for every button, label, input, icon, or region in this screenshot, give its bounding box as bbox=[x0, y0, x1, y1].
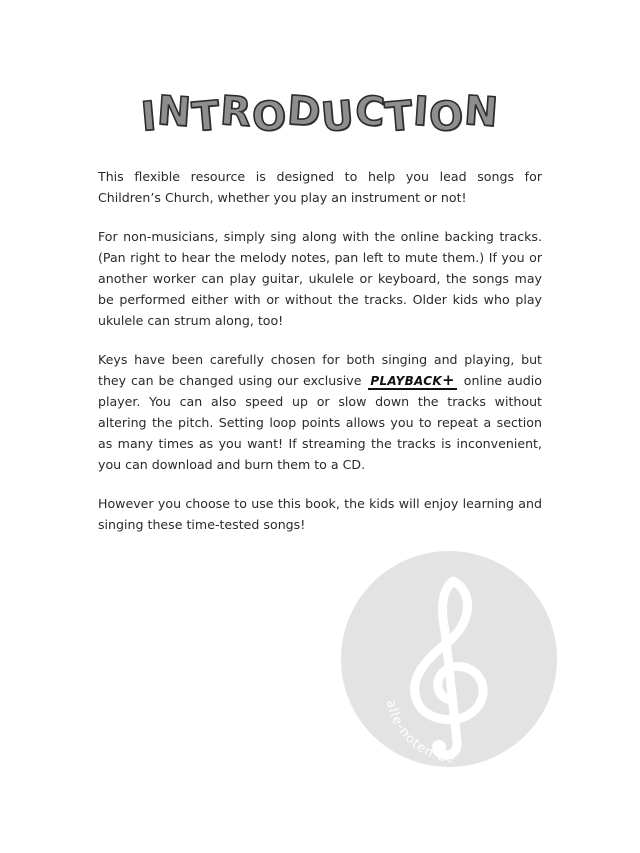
title-letter: U bbox=[319, 92, 357, 142]
paragraph-3-after: online audio player. You can also speed up or slow down the tracks without altering the pitch. Setting loop points allows you to repeat a section as many times as you want! If streaming the tracks is inconvenient, you can download and burn them to a CD. bbox=[98, 373, 542, 472]
title-letter: C bbox=[353, 88, 387, 137]
paragraph-2: For non-musicians, simply sing along with the online backing tracks. (Pan right to hear the melody notes, pan left to mute them.) If you or another worker can play guitar, ukulele or keyboard, the songs may be performed either with or without the tracks. Older kids who play ukulele can strum along, too! bbox=[98, 229, 542, 328]
paragraph-1: This flexible resource is designed to help you lead songs for Children’s Church, whether you play an instrument or not! bbox=[98, 169, 542, 205]
title-letter: N bbox=[155, 87, 194, 137]
watermark bbox=[341, 551, 557, 767]
treble-clef-icon bbox=[341, 551, 557, 767]
page-title bbox=[0, 87, 640, 142]
title-letter: T bbox=[189, 92, 223, 142]
title-letter: T bbox=[383, 92, 416, 142]
introduction-body bbox=[98, 166, 542, 553]
title-letter: D bbox=[285, 87, 323, 137]
playback-logo-text: PLAYBACK bbox=[370, 374, 442, 388]
title-letter: O bbox=[427, 92, 467, 142]
paragraph-4: However you choose to use this book, the kids will enjoy learning and singing these time-tested songs! bbox=[98, 496, 542, 532]
plus-icon: + bbox=[442, 371, 455, 389]
title-letter: R bbox=[218, 87, 254, 137]
paragraph-3 bbox=[98, 349, 542, 475]
title-letter: O bbox=[250, 92, 289, 142]
playback-plus-logo bbox=[368, 371, 457, 390]
title-letter: N bbox=[462, 87, 501, 137]
title-letter: I bbox=[411, 88, 431, 136]
title-letter: I bbox=[139, 93, 160, 141]
watermark-text: alle-noten.de bbox=[382, 698, 457, 767]
paragraph-3-before: Keys have been carefully chosen for both singing and playing, but they can be changed using our exclusive bbox=[98, 352, 542, 388]
